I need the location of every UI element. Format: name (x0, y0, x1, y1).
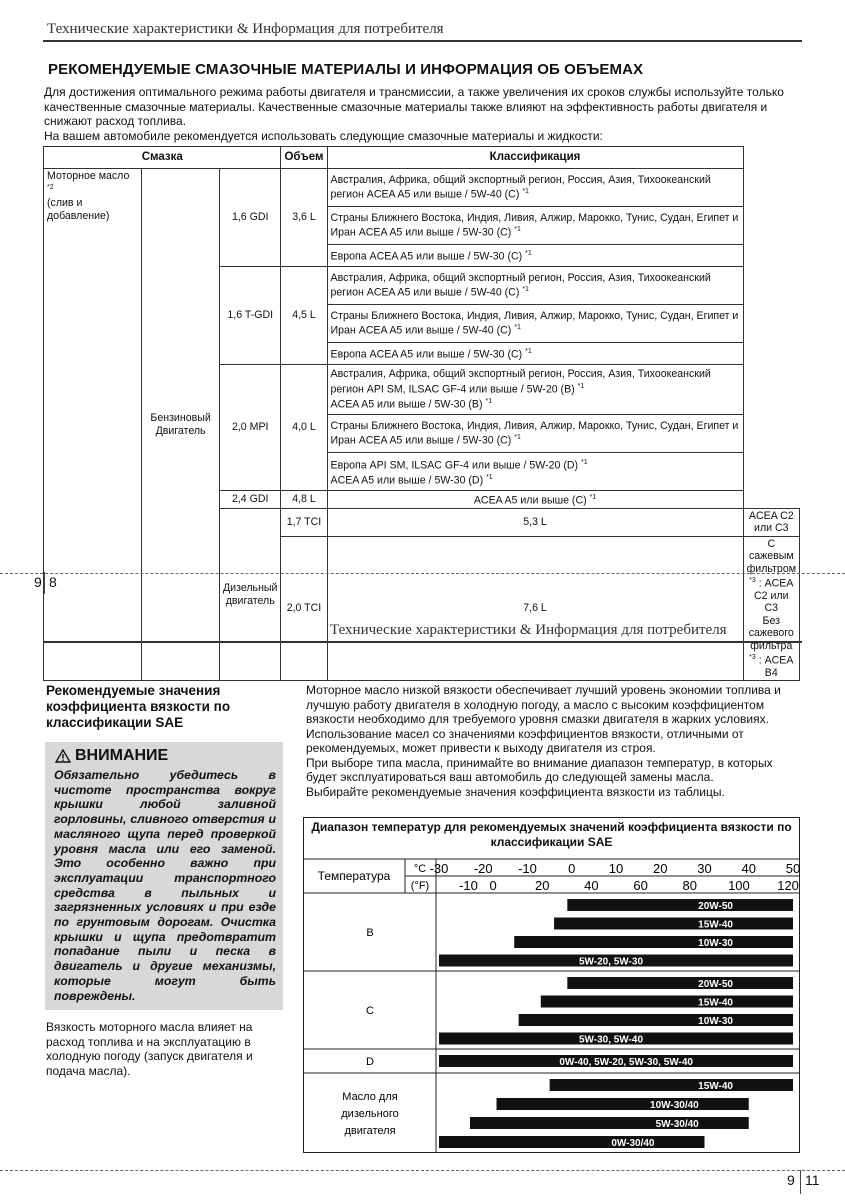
engine-name: 2,0 TCI (281, 536, 327, 681)
sae-viscosity-chart (303, 817, 800, 1153)
tick-label-fahrenheit: 100 (728, 878, 750, 893)
tick-label-fahrenheit: 40 (584, 878, 599, 893)
page-number-divider (44, 572, 45, 594)
spec-cell (327, 453, 743, 491)
engine-name: 1,6 T-GDI (220, 267, 281, 365)
spec-footnote: *1 (522, 286, 529, 294)
spec-cell (327, 267, 743, 305)
tick-label-celsius: 10 (608, 861, 624, 876)
tick-label-fahrenheit: 80 (682, 878, 697, 893)
spec-footnote: *1 (589, 494, 597, 501)
page-break-line (0, 573, 845, 574)
spec-footnote: *1 (525, 348, 532, 356)
group-label (341, 1091, 398, 1137)
spec-footnote: *1 (485, 397, 493, 405)
lubricant-cell (44, 169, 142, 681)
engine-volume: 5,3 L (327, 508, 743, 536)
header-volume: Объем (281, 147, 327, 169)
viscosity-bar (519, 1014, 793, 1026)
group-label: C (366, 1005, 374, 1017)
spec-footnote: *1 (514, 434, 521, 442)
diesel-engine-label: Дизельный двигатель (220, 508, 281, 680)
spec-text: Страны Ближнего Востока, Индия, Ливия, Алжир, Марокко, Тунис, Судан, Египет и Иран ACEA A5 или выше / 5W-40 (C) (330, 309, 739, 337)
chapter-number-bottom: 9 (787, 1172, 795, 1188)
page-title: РЕКОМЕНДУЕМЫЕ СМАЗОЧНЫЕ МАТЕРИАЛЫ И ИНФОРМАЦИЯ ОБ ОБЪЕМАХ (48, 61, 644, 78)
viscosity-bar-label: 5W-30/40 (655, 1119, 699, 1130)
spec-cell (743, 536, 799, 681)
table-header-row (44, 147, 800, 169)
viscosity-bar (439, 1136, 705, 1148)
tick-label-fahrenheit: 0 (489, 878, 497, 893)
spec-footnote: *1 (525, 250, 532, 258)
engine-name: 2,4 GDI (220, 491, 281, 509)
section-title: Рекомендуемые значения коэффициента вязкости по классификации SAE (46, 683, 231, 730)
spec-cell (327, 169, 743, 207)
spec-text: ACEA A5 или выше / 5W-30 (D) (330, 474, 484, 487)
warning-title: ВНИМАНИЕ (75, 747, 169, 764)
engine-name: 2,0 MPI (220, 365, 281, 491)
tick-label-celsius: 40 (741, 861, 756, 876)
spec-text: ACEA A5 или выше (C) (473, 494, 587, 507)
unit-celsius: °C (413, 863, 427, 875)
engine-volume: 3,6 L (281, 169, 327, 267)
viscosity-bar (514, 936, 793, 948)
spec-cell (327, 365, 743, 415)
viscosity-bar-label: 15W-40 (698, 997, 733, 1009)
viscosity-bar (497, 1098, 749, 1110)
warning-heading (55, 747, 168, 765)
tick-label-fahrenheit: 120 (777, 878, 799, 893)
page-bottom-line (0, 1170, 845, 1171)
viscosity-bar (541, 996, 793, 1008)
header-lubricant: Смазка (44, 147, 281, 169)
spec-cell (327, 245, 743, 267)
engine-name: 1,6 GDI (220, 169, 281, 267)
viscosity-bar-label: 10W-30 (698, 938, 733, 949)
tick-label-fahrenheit: -10 (459, 878, 478, 893)
paragraph-1: Моторное масло низкой вязкости обеспечивает лучший уровень экономии топлива и лучшую работу двигателя в холодную погоду, а масло с высоким коэффициентом вязкости необходимо для требуемого уровня смазки двигателя в жарких условиях. (306, 683, 781, 726)
spec-text: ACEA A5 или выше / 5W-30 (B) (330, 398, 483, 411)
spec-text: Европа API SM, ILSAC GF-4 или выше / 5W-20 (D) (330, 459, 579, 472)
engine-volume: 4,8 L (281, 491, 327, 509)
spec-footnote: *3 (749, 576, 756, 584)
tick-label-celsius: -20 (473, 861, 493, 876)
tick-label-celsius: -10 (518, 861, 537, 876)
viscosity-bar (554, 918, 793, 930)
tick-label-fahrenheit: 20 (535, 878, 550, 893)
header-rule-top (43, 40, 802, 42)
spec-text: С сажевым фильтром (746, 537, 797, 575)
petrol-engine-label: Бензиновый Двигатель (142, 169, 220, 681)
spec-cell (327, 207, 743, 245)
lubricant-footnote: *2 (47, 184, 54, 192)
viscosity-bar-label: 10W-30 (698, 1016, 733, 1027)
warning-text: Обязательно убедитесь в чистоте пространства вокруг крышки любой заливной горловины, сливного отверстия и масляного щупа перед проверкой уровня масла или его заменой. Это особенно важно при эксплуатации транспортного средства в пыльных и загрязненных условиях и при езде по грунтовым дорогам. Очистка крышки и щупа предотвратит попадание пыли и песка в двигатель и другие механизмы, которые могут быть повреждены. (54, 768, 276, 1003)
spec-text: Европа ACEA A5 или выше / 5W-30 (C) (330, 250, 523, 263)
group-label-line: двигателя (344, 1125, 396, 1137)
chart-title-box (307, 820, 796, 856)
viscosity-bar-label: 0W-30/40 (611, 1138, 655, 1149)
spec-text: : ACEA B4 (758, 654, 794, 679)
spec-footnote: *1 (581, 458, 588, 466)
page-header-bottom: Технические характеристики & Информация для потребителя (330, 622, 727, 638)
header-classification: Классификация (327, 147, 743, 169)
chart-title: Диапазон температур для рекомендуемых значений коэффициента вязкости по классификации SAE (311, 820, 792, 849)
viscosity-bar (567, 899, 793, 911)
viscosity-bar-label: 5W-20, 5W-30 (578, 956, 643, 968)
spec-cell (327, 343, 743, 365)
page-header-top: Технические характеристики & Информация для потребителя (47, 21, 444, 37)
tick-label-celsius: 20 (653, 861, 668, 876)
tick-label-celsius: -30 (429, 861, 449, 876)
warning-box (45, 742, 283, 1010)
viscosity-bar (550, 1079, 793, 1091)
paragraph-3: При выборе типа масла, принимайте во внимание диапазон температур, в которых будет эксплуатироваться ваш автомобиль до следующей замены масла. (306, 755, 773, 784)
lubricant-note: (слив и добавление) (47, 197, 110, 222)
intro-paragraph-1: Для достижения оптимального режима работы двигателя и трансмиссии, а также увеличения их сроков службы используйте только качественные смазочные материалы. Качественные смазочные материалы также влияют на эффективность работы двигателя и снижают расход топлива. (44, 85, 784, 128)
viscosity-bar-label: 0W-40, 5W-20, 5W-30, 5W-40 (559, 1057, 693, 1068)
spec-footnote: *1 (577, 382, 585, 390)
viscosity-bar (567, 977, 793, 989)
spec-text: Страны Ближнего Востока, Индия, Ливия, Алжир, Марокко, Тунис, Судан, Египет и Иран ACEA A5 или выше / 5W-30 (C) (330, 211, 739, 239)
spec-text: Страны Ближнего Востока, Индия, Ливия, Алжир, Марокко, Тунис, Судан, Египет и Иран ACEA A5 или выше / 5W-30 (C) (330, 419, 739, 447)
paragraph-2: Использование масел со значениями коэффициентов вязкости, отличными от рекомендуемых, может привести к выходу двигателя из строя. (306, 726, 744, 755)
spec-cell (327, 415, 743, 453)
viscosity-bar-label: 15W-40 (698, 1081, 733, 1092)
header-rule-bottom (43, 641, 802, 643)
group-label-line: дизельного (341, 1108, 399, 1120)
tick-label-fahrenheit: 60 (633, 878, 648, 893)
spec-cell: ACEA C2 или C3 (743, 508, 799, 536)
chapter-number-top: 9 (34, 574, 42, 590)
page-number-top: 8 (49, 574, 57, 590)
spec-text: Без сажевого фильтра (748, 614, 794, 652)
spec-text: Австралия, Африка, общий экспортный регион, Россия, Азия, Тихоокеанский регион API SM, ILSAC GF-4 или выше / 5W-20 (B) (330, 368, 711, 396)
engine-volume: 7,6 L (327, 536, 743, 681)
group-label: D (366, 1056, 374, 1068)
viscosity-bar-label: 5W-30, 5W-40 (578, 1034, 643, 1046)
spec-cell (327, 305, 743, 343)
spec-text: : ACEA C2 или C3 (754, 577, 794, 615)
viscosity-note: Вязкость моторного масла влияет на расход топлива и на эксплуатацию в холодную погоду (запуск двигателя и подача масла). (46, 1020, 253, 1078)
temperature-label: Температура (317, 869, 391, 883)
group-label: B (366, 927, 374, 939)
intro-paragraph-2: На вашем автомобиле рекомендуется использовать следующие смазочные материалы и жидкости: (44, 128, 603, 143)
tick-label-celsius: 50 (785, 861, 800, 876)
spec-footnote: *3 (749, 653, 756, 661)
viscosity-bar-label: 15W-40 (698, 919, 733, 931)
spec-footnote: *1 (514, 226, 521, 234)
spec-text: Европа ACEA A5 или выше / 5W-30 (C) (330, 348, 523, 361)
tick-label-celsius: 0 (568, 861, 576, 876)
lubricant-table (43, 146, 800, 681)
intro-text (44, 85, 802, 143)
page-number-bottom: 11 (805, 1172, 820, 1188)
engine-volume: 4,0 L (281, 365, 327, 491)
spec-footnote: *1 (514, 324, 521, 332)
table-row (44, 169, 800, 207)
lubricant-name: Моторное масло (47, 170, 130, 182)
viscosity-bar-label: 20W-50 (698, 901, 733, 912)
spec-footnote: *1 (522, 188, 529, 196)
viscosity-bar (470, 1117, 749, 1129)
spec-text: Австралия, Африка, общий экспортный регион, Россия, Азия, Тихоокеанский регион ACEA A5 или выше / 5W-40 (C) (330, 271, 711, 299)
spec-text: Австралия, Африка, общий экспортный регион, Россия, Азия, Тихоокеанский регион ACEA A5 или выше / 5W-40 (C) (330, 173, 711, 201)
group-label-line: Масло для (342, 1091, 398, 1103)
viscosity-bar-label: 10W-30/40 (650, 1100, 699, 1111)
unit-fahrenheit: (°F) (410, 880, 430, 892)
warning-triangle-icon (55, 749, 71, 763)
page-number-divider (800, 1170, 801, 1194)
engine-volume: 4,5 L (281, 267, 327, 365)
viscosity-bar-label: 20W-50 (698, 979, 733, 990)
tick-label-celsius: 30 (697, 861, 712, 876)
engine-name: 1,7 TCI (281, 508, 327, 536)
paragraph-4: Выбирайте рекомендуемые значения коэффициента вязкости из таблицы. (306, 784, 725, 799)
viscosity-explanation (306, 683, 802, 799)
spec-cell (327, 491, 743, 509)
spec-footnote: *1 (486, 473, 493, 481)
